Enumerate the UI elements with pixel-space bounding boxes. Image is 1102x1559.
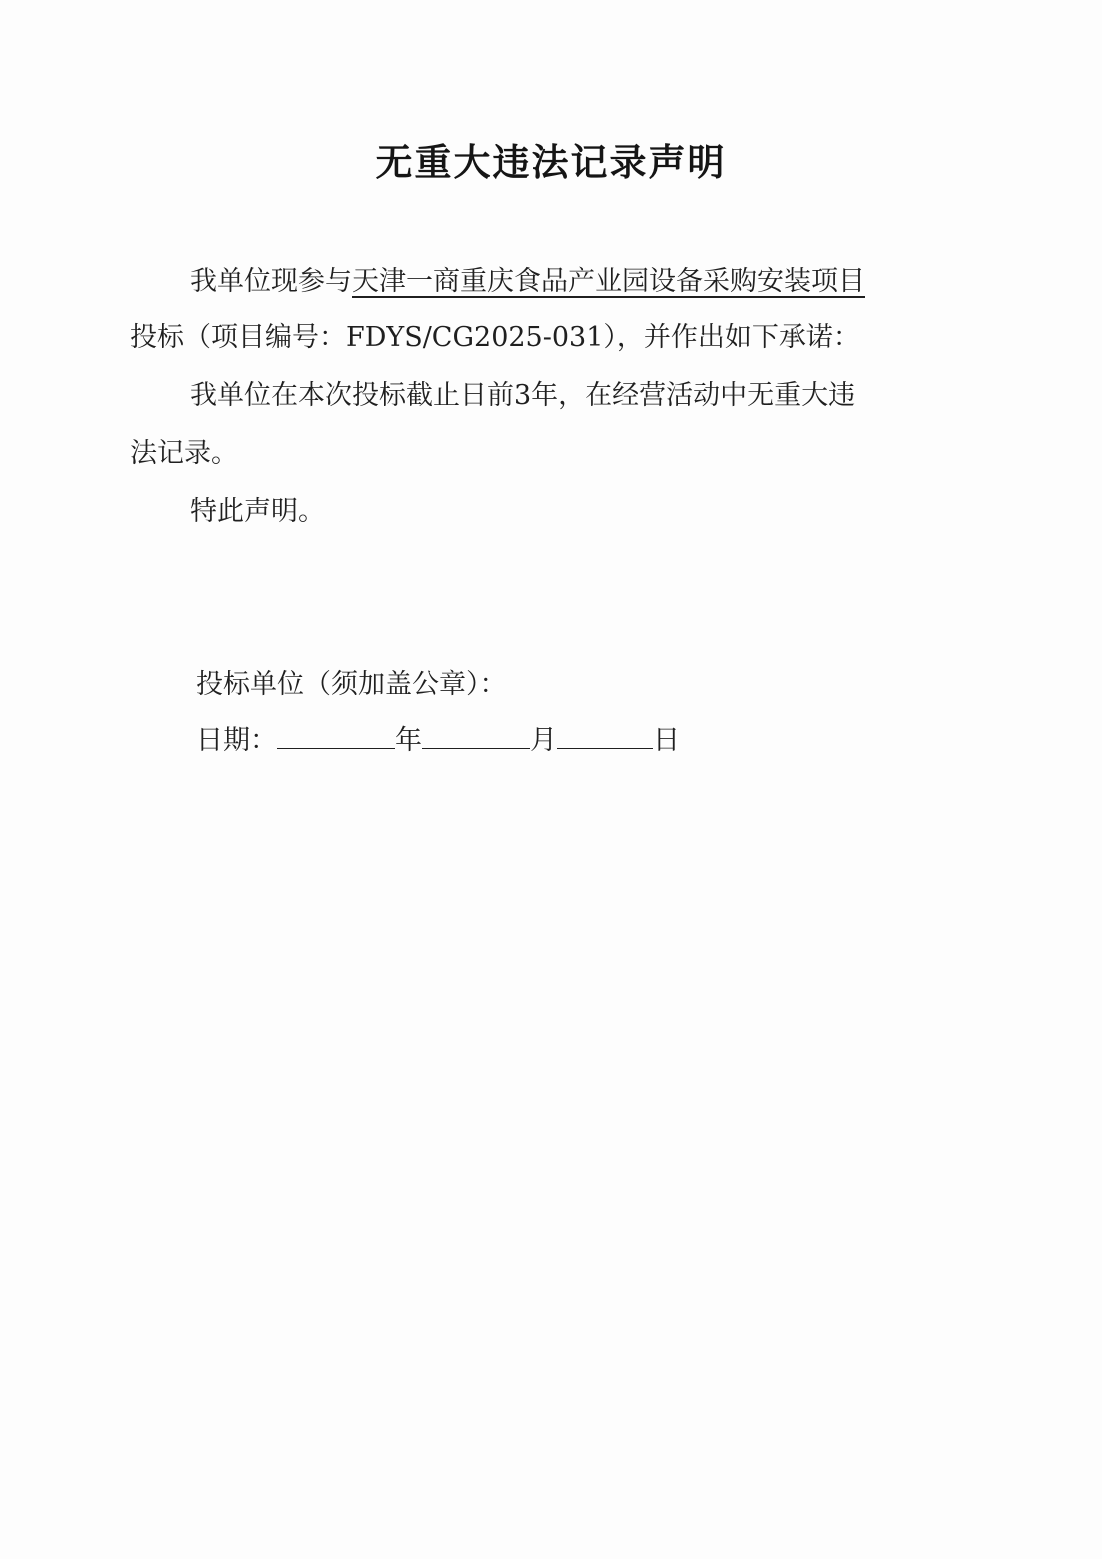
- document-title: 无重大违法记录声明: [375, 140, 727, 184]
- paragraph-1-line-2: 投标（项目编号：FDYS/CG2025-031），并作出如下承诺：: [130, 322, 860, 353]
- paragraph-2-line-2: 法记录。: [130, 438, 238, 469]
- year-label: 年: [395, 725, 422, 756]
- paragraph-1-line-1: [190, 259, 865, 298]
- month-blank: [422, 722, 530, 749]
- year-blank: [277, 722, 395, 749]
- month-label: 月: [530, 725, 557, 756]
- project-name: 天津一商重庆食品产业园设备采购安装项目: [352, 266, 865, 297]
- paragraph-2-line-1: 我单位在本次投标截止日前3年，在经营活动中无重大违: [190, 380, 856, 411]
- signature-label: 投标单位（须加盖公章）：: [196, 669, 507, 700]
- paragraph-1-prefix: 我单位现参与: [190, 266, 352, 297]
- date-label: 日期：: [196, 725, 277, 756]
- day-blank: [557, 722, 653, 749]
- closing-statement: 特此声明。: [190, 496, 325, 527]
- day-label: 日: [653, 725, 680, 756]
- date-line: [196, 718, 680, 757]
